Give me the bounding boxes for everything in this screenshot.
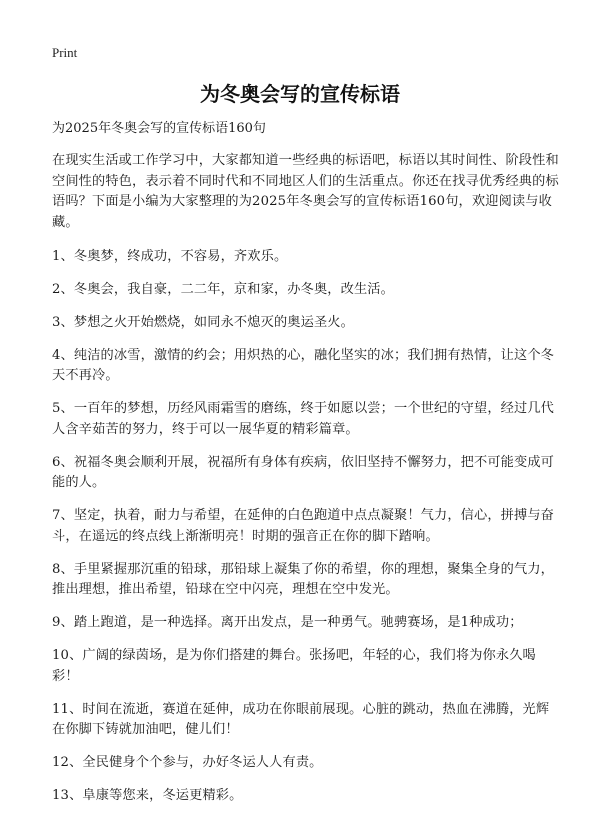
- slogan-item: 6、祝福冬奥会顺利开展，祝福所有身体有疾病，依旧坚持不懈努力，把不可能变成可能的人。: [52, 454, 555, 490]
- slogan-item: 7、坚定，执着，耐力与希望，在延伸的白色跑道中点点凝聚！气力，信心，拼搏与奋斗，在遥远的终点线上渐渐明亮！时期的强音正在你的脚下踏响。: [52, 508, 555, 544]
- slogan-item: 1、冬奥梦，终成功，不容易，齐欢乐。: [52, 248, 288, 264]
- slogan-item: 3、梦想之火开始燃烧，如同永不熄灭的奥运圣火。: [52, 314, 354, 330]
- slogan-item: 4、纯洁的冰雪，激情的约会；用炽热的心，融化坚实的冰；我们拥有热情，让这个冬天不再冷。: [52, 347, 555, 383]
- slogan-item: 8、手里紧握那沉重的铅球，那铅球上凝集了你的希望，你的理想，聚集全身的气力，推出理想，推出希望，铅球在空中闪亮，理想在空中发光。: [52, 561, 555, 597]
- slogan-item: 11、时间在流逝，赛道在延伸，成功在你眼前展现。心脏的跳动，热血在沸腾，光辉在你脚下铸就加油吧，健儿们！: [52, 701, 550, 737]
- slogan-item: 2、冬奥会，我自豪，二二年，京和家，办冬奥，改生活。: [52, 281, 394, 297]
- slogan-item: 9、踏上跑道，是一种选择。离开出发点，是一种勇气。驰骋赛场，是1种成功；: [52, 615, 523, 630]
- slogan-item: 13、阜康等您来，冬运更精彩。: [52, 788, 243, 803]
- slogan-item: 12、全民健身个个参与，办好冬运人人有责。: [52, 755, 323, 770]
- page-title: 为冬奥会写的宣传标语: [200, 82, 400, 106]
- intro-paragraph: 在现实生活或工作学习中，大家都知道一些经典的标语吧，标语以其时间性、阶段性和空间性的特色，表示着不同时代和不同地区人们的生活重点。你还在找寻优秀经典的标语吗？下面是小编为大家整理的为2025年冬奥会写的宣传标语160句，欢迎阅读与收藏。: [52, 153, 559, 230]
- page-subtitle: 为2025年冬奥会写的宣传标语160句: [52, 121, 266, 136]
- slogan-item: 5、一百年的梦想，历经风雨霜雪的磨练，终于如愿以尝；一个世纪的守望，经过几代人含辛茹苦的努力，终于可以一展华夏的精彩篇章。: [52, 401, 555, 437]
- slogan-item: 10、广阔的绿茵场，是为你们搭建的舞台。张扬吧，年轻的心，我们将为你永久喝彩！: [52, 648, 536, 684]
- print-link[interactable]: Print: [52, 45, 78, 60]
- article-body: [52, 151, 560, 819]
